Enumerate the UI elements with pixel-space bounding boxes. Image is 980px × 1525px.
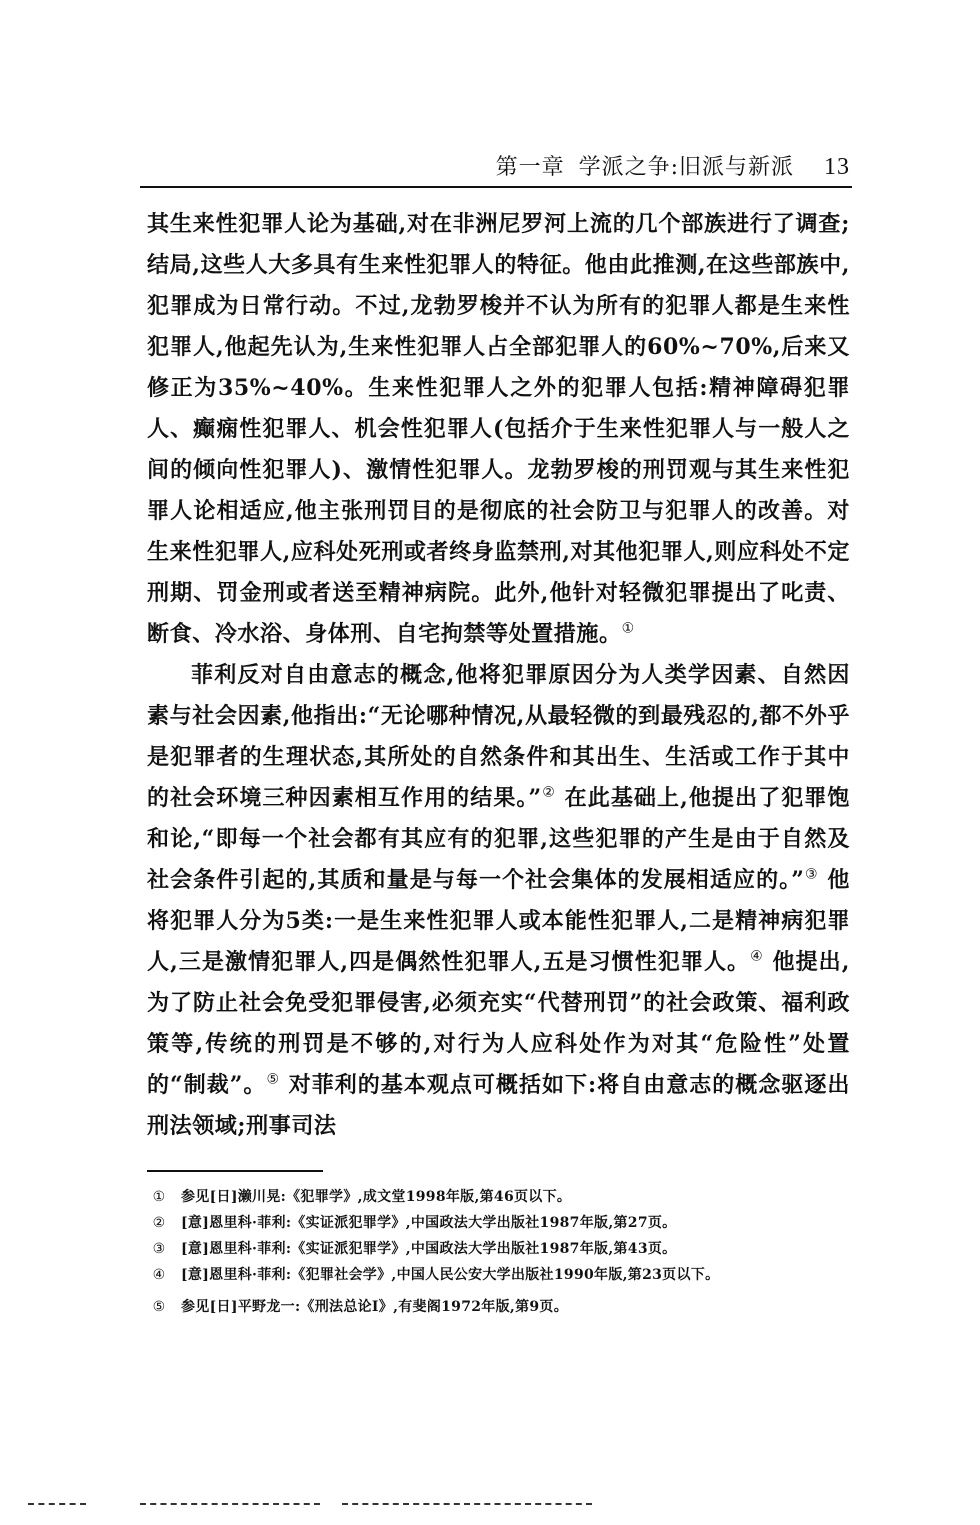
paragraph-2-sentence-5: 对菲利的基本观点可概括如下:将自由意志的概念驱逐出刑法领域;刑事司法 xyxy=(147,1072,850,1139)
footnote-text: [意]恩里科·菲利:《实证派犯罪学》,中国政法大学出版社1987年版,第27页。 xyxy=(181,1215,677,1231)
paragraph-2-sentence-4: 他提出,为了防止社会免受犯罪侵害,必须充实“代替刑罚”的社会政策、福利政策等,传统的刑罚是不够的,对行为人应科处作为对其“危险性”处置的“制裁”。 xyxy=(147,949,851,1098)
scan-artifact xyxy=(342,1503,592,1505)
footnote-text: 参见[日]平野龙一:《刑法总论Ⅰ》,有斐阁1972年版,第9页。 xyxy=(181,1299,569,1315)
paragraph-2-sentence-3: 他将犯罪人分为5类:一是生来性犯罪人或本能性犯罪人,二是精神病犯罪人,三是激情犯罪人,四是偶然性犯罪人,五是习惯性犯罪人。 xyxy=(147,867,851,975)
footnote-4 xyxy=(147,1262,852,1288)
footnote-3 xyxy=(147,1236,852,1262)
chapter-title: 学派之争:旧派与新派 xyxy=(578,155,794,180)
footnote-marker: ② xyxy=(152,1215,166,1231)
scan-artifact xyxy=(28,1503,86,1505)
footnote-ref-3: ③ xyxy=(804,866,819,883)
chapter-label: 第一章 xyxy=(495,155,565,180)
footnote-text: [意]恩里科·菲利:《实证派犯罪学》,中国政法大学出版社1987年版,第43页。 xyxy=(181,1241,677,1257)
paragraph-1 xyxy=(147,204,850,655)
footnote-5 xyxy=(147,1294,852,1320)
scan-artifact xyxy=(140,1503,320,1505)
footnote-1 xyxy=(147,1184,852,1210)
page-number: 13 xyxy=(824,154,850,180)
footnote-text: [意]恩里科·菲利:《犯罪社会学》,中国人民公安大学出版社1990年版,第23页以下。 xyxy=(181,1267,720,1283)
footnote-ref-1: ① xyxy=(621,620,635,637)
paragraph-2-sentence-2: 在此基础上,他提出了犯罪饱和论,“即每一个社会都有其应有的犯罪,这些犯罪的产生是由于自然及社会条件引起的,其质和量是与每一个社会集体的发展相适应的。” xyxy=(147,785,850,893)
footnote-ref-5: ⑤ xyxy=(266,1071,281,1088)
footnote-marker: ⑤ xyxy=(152,1299,166,1315)
paragraph-2 xyxy=(147,655,850,1147)
footnotes xyxy=(147,1184,852,1320)
paragraph-2-sentence-1: 菲利反对自由意志的概念,他将犯罪原因分为人类学因素、自然因素与社会因素,他指出:“无论哪种情况,从最轻微的到最残忍的,都不外乎是犯罪者的生理状态,其所处的自然条件和其出生、生活或工作于其中的社会环境三种因素相互作用的结果。” xyxy=(147,662,850,811)
running-header xyxy=(140,150,850,181)
paragraph-1-text: 其生来性犯罪人论为基础,对在非洲尼罗河上流的几个部族进行了调查;结局,这些人大多具有生来性犯罪人的特征。他由此推测,在这些部族中,犯罪成为日常行动。不过,龙勃罗梭并不认为所有的犯罪人都是生来性犯罪人,他起先认为,生来性犯罪人占全部犯罪人的60%~70%,后来又修正为35%~40%。生来性犯罪人之外的犯罪人包括:精神障碍犯罪人、癫痫性犯罪人、机会性犯罪人(包括介于生来性犯罪人与一般人之间的倾向性犯罪人)、激情性犯罪人。龙勃罗梭的刑罚观与其生来性犯罪人论相适应,他主张刑罚目的是彻底的社会防卫与犯罪人的改善。对生来性犯罪人,应科处死刑或者终身监禁刑,对其他犯罪人,则应科处不定刑期、罚金刑或者送至精神病院。此外,他针对轻微犯罪提出了叱责、断食、冷水浴、身体刑、自宅拘禁等处置措施。 xyxy=(147,211,850,647)
footnote-ref-2: ② xyxy=(541,784,556,801)
footnote-separator xyxy=(147,1170,323,1172)
footnote-text: 参见[日]濑川晃:《犯罪学》,成文堂1998年版,第46页以下。 xyxy=(181,1189,572,1205)
footnote-ref-4: ④ xyxy=(750,948,764,965)
footnote-marker: ① xyxy=(152,1189,166,1205)
header-rule xyxy=(140,186,852,188)
footnote-2 xyxy=(147,1210,852,1236)
footnote-marker: ③ xyxy=(152,1241,166,1257)
body-text xyxy=(147,204,850,1147)
footnote-marker: ④ xyxy=(152,1267,166,1283)
